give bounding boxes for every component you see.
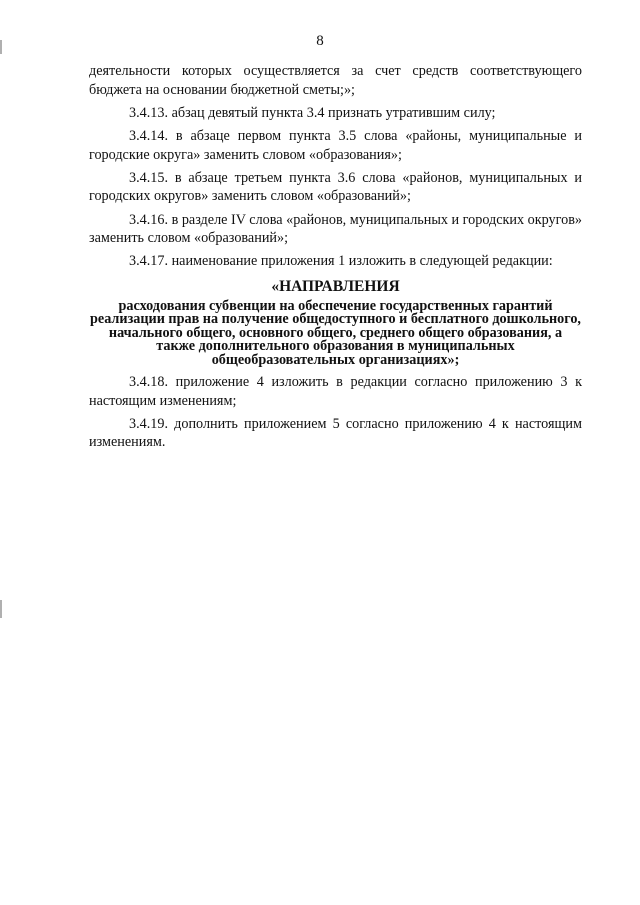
appendix-title xyxy=(89,278,582,367)
paragraph-3-4-15: 3.4.15. в абзаце третьем пункта 3.6 слова «районов, муниципальных и городских округов» заменить словом «образований»; xyxy=(89,169,582,205)
paragraph-3-4-16: 3.4.16. в разделе IV слова «районов, муниципальных и городских округов» заменить словом «образований»; xyxy=(89,211,582,247)
paragraph-3-4-17: 3.4.17. наименование приложения 1 изложить в следующей редакции: xyxy=(129,253,553,270)
appendix-title-subtitle: расходования субвенции на обеспечение государственных гарантий реализации прав на получение общедоступного и бесплатного дошкольного, начального общего, основного общего, среднего общего образования, а также дополнительного образования в муниципальных общеобразовательных организациях»; xyxy=(90,297,581,368)
paragraph-3-4-14: 3.4.14. в абзаце первом пункта 3.5 слова «районы, муниципальные и городские округа» заменить словом «образования»; xyxy=(89,127,582,163)
paragraph-3-4-13: 3.4.13. абзац девятый пункта 3.4 признать утратившим силу; xyxy=(129,104,496,121)
paragraph-3-4-19: 3.4.19. дополнить приложением 5 согласно приложению 4 к настоящим изменениям. xyxy=(89,415,582,451)
document-body xyxy=(89,62,582,457)
page-number: 8 xyxy=(316,33,324,49)
scan-edge-mark xyxy=(0,600,2,618)
paragraph-continuation: деятельности которых осуществляется за счет средств соответствующего бюджета на основании бюджетной сметы;»; xyxy=(89,63,582,98)
paragraph-3-4-18: 3.4.18. приложение 4 изложить в редакции согласно приложению 3 к настоящим изменениям; xyxy=(89,373,582,409)
appendix-title-heading: «НАПРАВЛЕНИЯ xyxy=(271,277,400,295)
